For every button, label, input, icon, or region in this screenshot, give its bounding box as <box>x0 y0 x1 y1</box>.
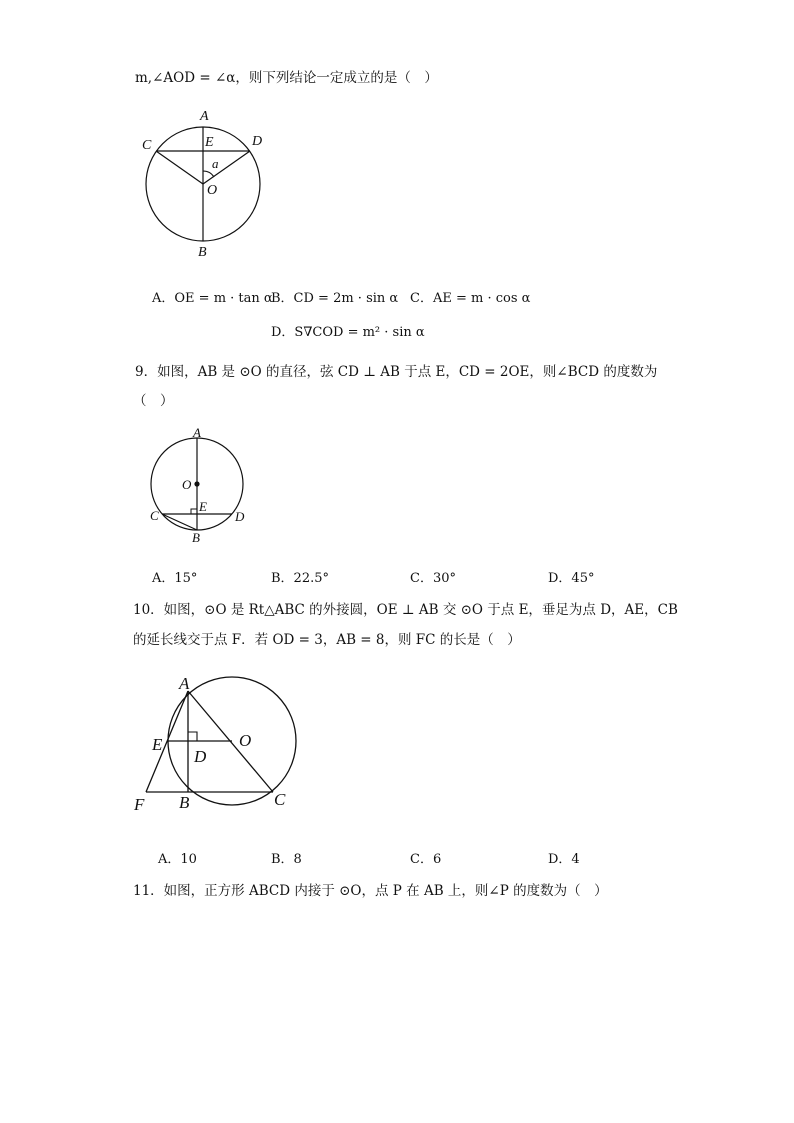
q8-label-d: D <box>252 134 263 149</box>
q10-option-d[interactable]: D．4 <box>548 852 580 867</box>
q9-label-o: O <box>182 477 192 492</box>
q10-label-o: O <box>239 731 252 750</box>
q10-option-c[interactable]: C．6 <box>410 852 442 867</box>
q10-option-b[interactable]: B．8 <box>271 852 302 867</box>
q10-stem-line1: 10．如图，⊙O 是 Rt△ABC 的外接圆，OE ⊥ AB 交 ⊙O 于点 E，垂足为点 D，AE，CB <box>133 602 678 618</box>
q10-label-b: B <box>179 793 190 812</box>
q8-option-d[interactable]: D．S∇COD = m² · sin α <box>271 325 425 340</box>
q8-label-a: A <box>200 109 209 124</box>
q9-option-b[interactable]: B．22.5° <box>271 571 329 586</box>
q10-label-a: A <box>179 674 190 693</box>
q9-label-b: B <box>192 530 200 545</box>
q9-option-d[interactable]: D．45° <box>548 571 595 586</box>
q8-label-e: E <box>205 135 214 150</box>
q9-label-d: D <box>235 509 245 524</box>
q10-label-f: F <box>134 795 145 814</box>
q8-option-c[interactable]: C．AE = m · cos α <box>410 291 531 306</box>
q8-option-b[interactable]: B．CD = 2m · sin α <box>271 291 399 306</box>
q10-label-e: E <box>152 735 163 754</box>
q8-label-c: C <box>142 138 152 153</box>
q8-stem-tail: m,∠AOD = ∠α，则下列结论一定成立的是（ ） <box>135 70 438 86</box>
q9-label-e: E <box>199 499 207 514</box>
q9-stem-line2: （ ） <box>133 393 174 409</box>
q10-option-a[interactable]: A．10 <box>158 852 197 867</box>
q10-label-d: D <box>194 747 207 766</box>
q9-option-a[interactable]: A．15° <box>152 571 198 586</box>
q10-label-c: C <box>274 790 286 809</box>
q8-option-a[interactable]: A．OE = m · tan α <box>152 291 273 306</box>
q9-label-c: C <box>150 508 159 523</box>
q9-stem-line1: 9．如图，AB 是 ⊙O 的直径，弦 CD ⊥ AB 于点 E，CD = 2OE，则∠BCD 的度数为 <box>135 364 658 380</box>
q8-label-b: B <box>198 245 207 260</box>
q11-stem-line1: 11．如图，正方形 ABCD 内接于 ⊙O，点 P 在 AB 上，则∠P 的度数为（ ） <box>133 883 608 899</box>
q10-right-angle-mark <box>188 732 197 741</box>
q9-option-c[interactable]: C．30° <box>410 571 456 586</box>
q9-label-a: A <box>193 425 201 440</box>
q8-label-o: O <box>207 183 218 198</box>
q10-stem-line2: 的延长线交于点 F．若 OD = 3，AB = 8，则 FC 的长是（ ） <box>133 632 521 648</box>
q8-label-alpha: a <box>212 156 219 171</box>
